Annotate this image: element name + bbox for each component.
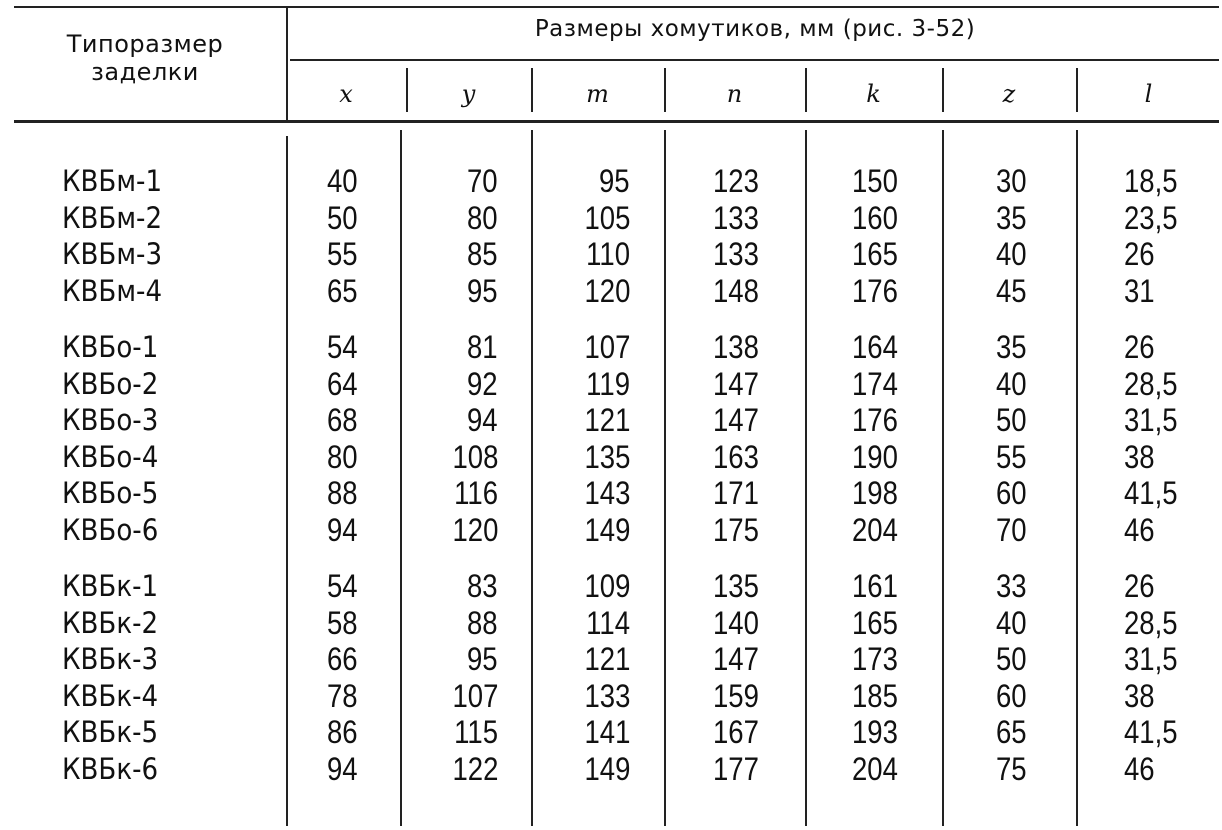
row-name: КВБм-2 (62, 200, 163, 235)
cell-k: 173 (852, 641, 898, 677)
cell-z: 50 (996, 641, 1027, 677)
cell-m: 149 (584, 750, 630, 787)
cell-l: 31 (1124, 272, 1155, 309)
column-header-y: y (461, 80, 476, 108)
table-row (0, 439, 1222, 476)
cell-x: 65 (327, 272, 358, 309)
cell-l: 26 (1124, 329, 1155, 365)
cell-k: 165 (852, 604, 898, 641)
cell-z: 40 (996, 236, 1027, 272)
first-column-header-line-1: Типоразмер (66, 30, 224, 58)
cell-x: 54 (327, 568, 358, 604)
cell-m: 119 (586, 365, 630, 402)
cell-z: 35 (996, 199, 1027, 236)
table-row (0, 273, 1222, 310)
row-name: КВБм-3 (62, 237, 163, 271)
row-name: КВБм-4 (62, 273, 163, 308)
cell-y: 95 (467, 641, 498, 677)
cell-l: 28,5 (1124, 365, 1178, 402)
cell-x: 54 (327, 329, 358, 365)
cell-x: 94 (327, 750, 358, 787)
cell-m: 121 (584, 402, 630, 438)
cell-x: 50 (327, 199, 358, 236)
row-name: КВБо-3 (62, 403, 159, 437)
cell-k: 165 (852, 236, 898, 272)
cell-m: 107 (584, 329, 630, 365)
cell-z: 55 (996, 438, 1027, 475)
cell-l: 31,5 (1124, 402, 1178, 438)
cell-n: 133 (713, 199, 759, 236)
cell-x: 88 (327, 475, 358, 511)
row-name: КВБк-6 (62, 751, 159, 786)
cell-y: 80 (467, 199, 498, 236)
cell-m: 133 (584, 677, 630, 714)
cell-k: 204 (852, 511, 898, 548)
cell-z: 40 (996, 365, 1027, 402)
cell-k: 176 (852, 272, 898, 309)
header-bottom-rule (14, 120, 1219, 123)
column-header-m: m (586, 80, 609, 108)
cell-m: 120 (584, 272, 630, 309)
cell-z: 30 (996, 163, 1027, 199)
cell-l: 41,5 (1124, 475, 1178, 511)
cell-n: 148 (713, 272, 759, 309)
table-row (0, 678, 1222, 715)
cell-l: 41,5 (1124, 714, 1178, 750)
cell-l: 46 (1124, 511, 1155, 548)
group-header-rule (290, 59, 1219, 61)
cell-n: 171 (713, 475, 759, 511)
cell-k: 193 (852, 714, 898, 750)
cell-l: 38 (1124, 438, 1155, 475)
column-header-z: z (1002, 80, 1016, 108)
cell-x: 94 (327, 511, 358, 548)
cell-n: 159 (713, 677, 759, 714)
cell-l: 23,5 (1124, 199, 1178, 236)
cell-n: 123 (713, 163, 759, 199)
cell-z: 45 (996, 272, 1027, 309)
cell-z: 70 (996, 511, 1027, 548)
cell-x: 64 (327, 365, 358, 402)
cell-x: 58 (327, 604, 358, 641)
column-header-x: x (339, 80, 353, 108)
cell-n: 167 (713, 714, 759, 750)
cell-y: 120 (452, 511, 498, 548)
cell-n: 163 (713, 438, 759, 475)
table-row (0, 329, 1222, 366)
column-header-n: n (726, 80, 743, 108)
cell-y: 70 (467, 163, 498, 199)
cell-n: 147 (713, 365, 759, 402)
group-header: Размеры хомутиков, мм (рис. 3-52) (534, 16, 976, 42)
first-column-header (14, 30, 276, 86)
cell-l: 46 (1124, 750, 1155, 787)
cell-y: 85 (467, 236, 498, 272)
cell-y: 92 (467, 365, 498, 402)
cell-z: 35 (996, 329, 1027, 365)
row-name: КВБк-4 (62, 678, 159, 713)
column-header-l: l (1144, 80, 1153, 108)
cell-z: 75 (996, 750, 1027, 787)
cell-n: 147 (713, 641, 759, 677)
cell-n: 140 (713, 604, 759, 641)
top-rule (14, 6, 1219, 8)
table-row (0, 200, 1222, 237)
table-row (0, 236, 1222, 273)
cell-x: 80 (327, 438, 358, 475)
row-name: КВБо-6 (62, 512, 159, 547)
row-name: КВБо-4 (62, 439, 159, 474)
cell-m: 143 (584, 475, 630, 511)
cell-l: 31,5 (1124, 641, 1178, 677)
cell-x: 40 (327, 163, 358, 199)
cell-m: 95 (599, 163, 630, 199)
cell-k: 174 (852, 365, 898, 402)
row-name: КВБо-1 (62, 330, 159, 364)
row-name: КВБк-3 (62, 642, 159, 676)
cell-m: 109 (584, 568, 630, 604)
cell-l: 18,5 (1124, 163, 1178, 199)
table-row (0, 366, 1222, 403)
cell-k: 198 (852, 475, 898, 511)
row-name: КВБо-5 (62, 476, 159, 510)
table-row (0, 512, 1222, 549)
cell-n: 147 (713, 402, 759, 438)
table-row (0, 568, 1222, 605)
cell-k: 204 (852, 750, 898, 787)
cell-k: 176 (852, 402, 898, 438)
cell-k: 190 (852, 438, 898, 475)
cell-m: 105 (584, 199, 630, 236)
cell-z: 33 (996, 568, 1027, 604)
first-column-header-line-2: заделки (91, 58, 199, 86)
cell-n: 133 (713, 236, 759, 272)
cell-y: 107 (452, 677, 498, 714)
cell-z: 60 (996, 677, 1027, 714)
table-body (0, 163, 1222, 787)
cell-n: 177 (713, 750, 759, 787)
cell-z: 60 (996, 475, 1027, 511)
cell-y: 108 (452, 438, 498, 475)
cell-z: 40 (996, 604, 1027, 641)
cell-m: 121 (584, 641, 630, 677)
cell-m: 141 (584, 714, 630, 750)
cell-l: 38 (1124, 677, 1155, 714)
cell-x: 68 (327, 402, 358, 438)
table-row (0, 751, 1222, 788)
cell-l: 26 (1124, 236, 1155, 272)
cell-n: 175 (713, 511, 759, 548)
cell-x: 66 (327, 641, 358, 677)
table-row (0, 475, 1222, 512)
cell-z: 65 (996, 714, 1027, 750)
cell-x: 55 (327, 236, 358, 272)
cell-k: 150 (852, 163, 898, 199)
row-name: КВБм-1 (62, 164, 163, 198)
table-row (0, 641, 1222, 678)
cell-y: 95 (467, 272, 498, 309)
cell-l: 28,5 (1124, 604, 1178, 641)
cell-k: 164 (852, 329, 898, 365)
cell-n: 135 (713, 568, 759, 604)
cell-y: 83 (467, 568, 498, 604)
row-name: КВБк-5 (62, 715, 159, 749)
cell-m: 135 (584, 438, 630, 475)
cell-y: 122 (452, 750, 498, 787)
cell-k: 160 (852, 199, 898, 236)
table-row (0, 714, 1222, 751)
cell-z: 50 (996, 402, 1027, 438)
cell-y: 116 (454, 475, 498, 511)
cell-x: 78 (327, 677, 358, 714)
row-name: КВБк-1 (62, 569, 159, 603)
column-header-k: k (866, 80, 881, 108)
cell-m: 149 (584, 511, 630, 548)
row-name: КВБо-2 (62, 366, 159, 401)
cell-k: 161 (852, 568, 898, 604)
table-row (0, 163, 1222, 200)
cell-y: 94 (467, 402, 498, 438)
cell-m: 110 (586, 236, 630, 272)
cell-m: 114 (586, 604, 630, 641)
cell-y: 115 (454, 714, 498, 750)
cell-y: 81 (467, 329, 498, 365)
cell-k: 185 (852, 677, 898, 714)
cell-y: 88 (467, 604, 498, 641)
table-row (0, 402, 1222, 439)
table-row (0, 605, 1222, 642)
cell-l: 26 (1124, 568, 1155, 604)
row-name: КВБк-2 (62, 605, 159, 640)
cell-x: 86 (327, 714, 358, 750)
cell-n: 138 (713, 329, 759, 365)
